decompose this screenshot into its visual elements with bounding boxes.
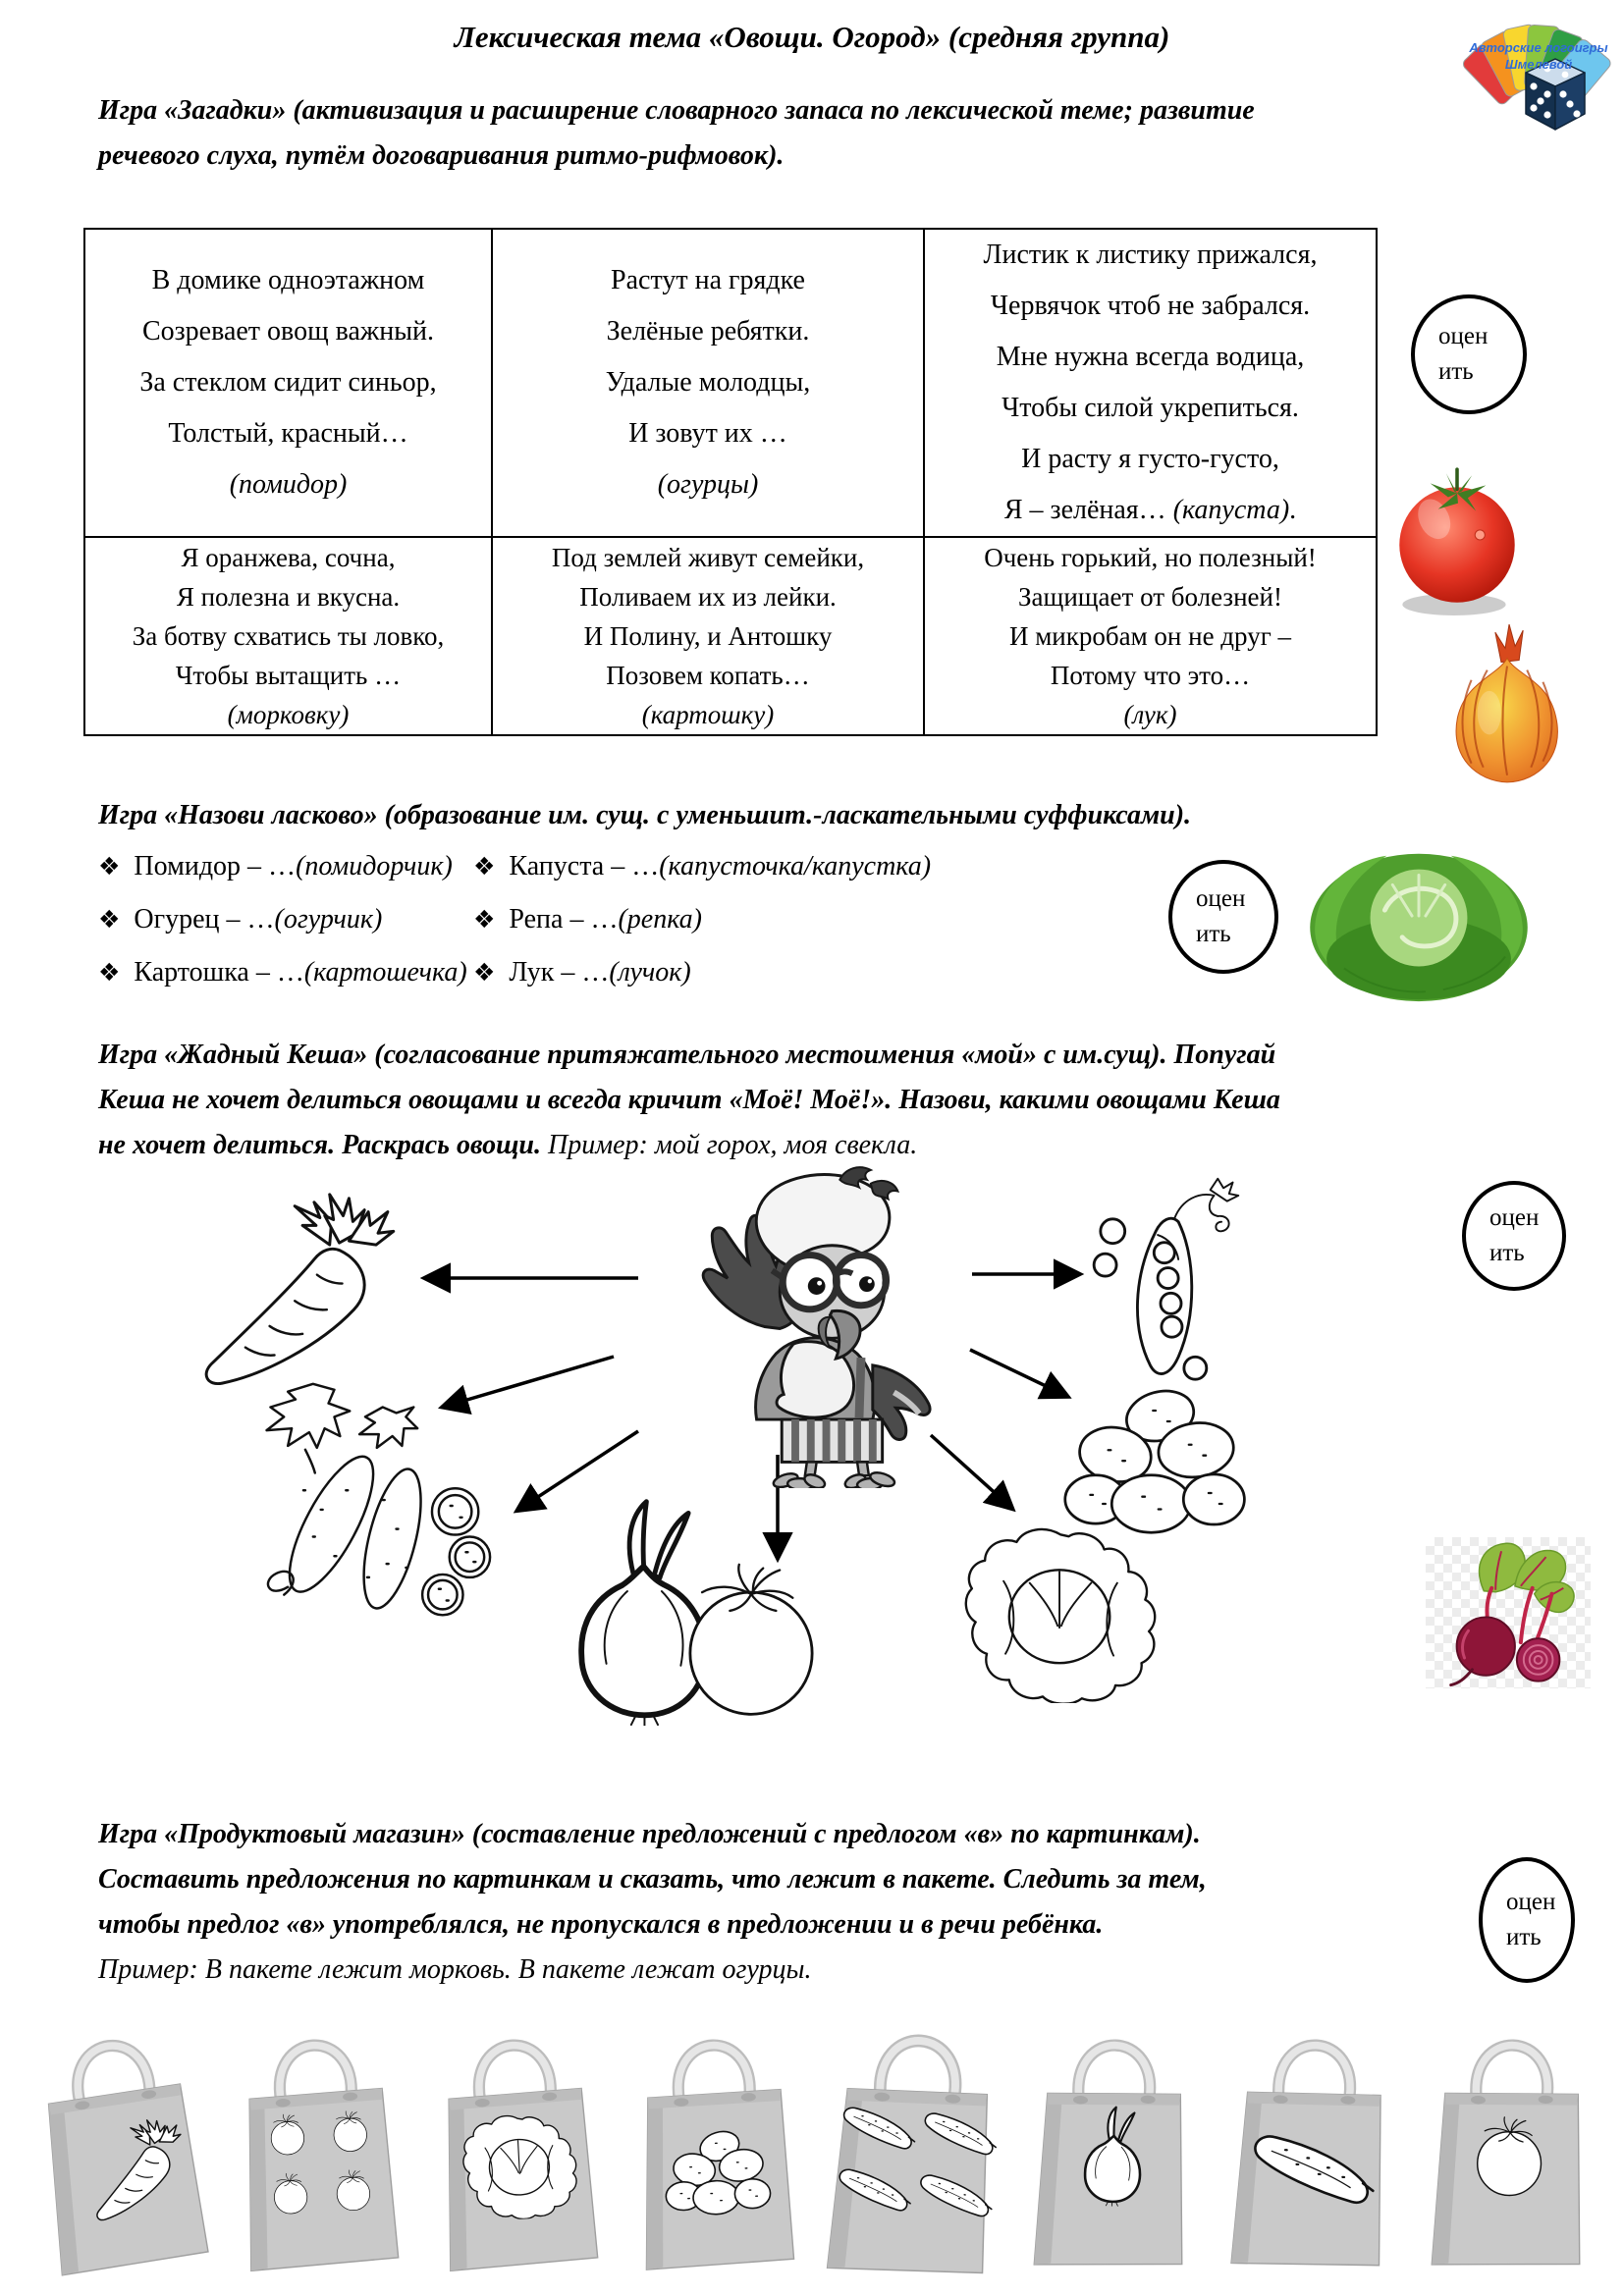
rate-text: оцен — [1196, 885, 1246, 912]
diamond-bullet-icon: ❖ — [98, 907, 121, 934]
bag-cucumber — [1212, 1986, 1411, 2289]
rate-badge-2 — [1168, 860, 1278, 974]
list-item: ❖ Репа – … (репка) — [473, 904, 702, 934]
riddle-answer: (лук) — [1123, 700, 1177, 729]
game4-line1: Игра «Продуктовый магазин» (составление предложений с предлогом «в» по картинкам). — [98, 1819, 1201, 1849]
cucumbers-lineart — [218, 1374, 513, 1635]
riddle-answer: Я – зелёная… (капуста). — [1003, 495, 1297, 525]
riddle-answer: (помидор) — [229, 469, 348, 500]
game3-line2: Кеша не хочет делиться овощами и всегда кричит «Моё! Моё!». Назови, какими овощами Кеша — [98, 1085, 1280, 1115]
rate-text: ить — [1196, 921, 1231, 947]
affectionate-list-col1 — [98, 840, 467, 999]
game1-line1: Игра «Загадки» (активизация и расширение словарного запаса по лексической теме; развитие — [98, 95, 1255, 126]
riddle-answer: (картошку) — [641, 700, 775, 729]
logo-line2: Шмелевой — [1504, 57, 1573, 72]
cabbage-lineart — [962, 1522, 1159, 1703]
rate-text: ить — [1489, 1240, 1525, 1266]
rate-text: оцен — [1506, 1889, 1556, 1915]
tomato-lineart — [628, 1563, 874, 1720]
game1-line2: речевого слуха, путём договаривания ритмо-рифмовок). — [98, 140, 785, 171]
riddle-carrot: Я оранжева, сочна, Я полезна и вкусна. За ботву схватись ты ловко, Чтобы вытащить … (морковку) — [84, 537, 492, 735]
bag-carrot — [10, 1981, 229, 2296]
diamond-bullet-icon: ❖ — [98, 960, 121, 987]
diamond-bullet-icon: ❖ — [473, 960, 496, 987]
game2-heading: Игра «Назови ласково» (образование им. сущ. с уменьшит.-ласкательными суффиксами). — [98, 800, 1192, 830]
parrot-kesha — [638, 1164, 952, 1488]
publisher-logo-icon — [1455, 4, 1612, 141]
game3-description — [98, 1033, 1551, 1168]
game4-line2: Составить предложения по картинкам и сказать, что лежит в пакете. Следить за тем, — [98, 1864, 1207, 1895]
riddle-answer: (огурцы) — [657, 469, 759, 500]
riddles-table — [83, 228, 1378, 736]
bag-tomato — [1413, 1988, 1607, 2288]
rate-text: оцен — [1438, 323, 1489, 349]
bag-onion — [1015, 1988, 1210, 2288]
game4-description — [98, 1812, 1473, 1993]
bag-cabbage — [417, 1986, 617, 2289]
list-item: ❖ Картошка – … (картошечка) — [98, 957, 467, 988]
onion-photo — [1432, 618, 1581, 789]
list-item: ❖ Лук – … (лучок) — [473, 957, 691, 988]
rate-text: ить — [1438, 358, 1474, 385]
riddle-onion: Очень горький, но полезный! Защищает от болезней! И микробам он не друг – Потому что это… (лук) — [924, 537, 1377, 735]
affectionate-list-col2 — [473, 840, 931, 999]
riddle-tomato: В домике одноэтажном Созревает овощ важный. За стеклом сидит синьор, Толстый, красный… (помидор) — [84, 229, 492, 537]
page-title: Лексическая тема «Овощи. Огород» (средняя группа) — [454, 20, 1170, 54]
rate-text: оцен — [1489, 1204, 1540, 1231]
game4-example: Пример: В пакете лежит морковь. В пакете лежат огурцы. — [98, 1954, 812, 1985]
game3-example: Пример: мой горох, моя свекла. — [548, 1130, 918, 1160]
game3-line3: не хочет делиться. Раскрась овощи. — [98, 1130, 548, 1160]
list-item: ❖ Капуста – … (капусточка/капустка) — [473, 851, 932, 881]
potatoes-lineart — [1053, 1357, 1259, 1548]
riddle-cabbage: Листик к листику прижался, Червячок чтоб не забрался. Мне нужна всегда водица, Чтобы силой укрепиться. И расту я густо-густо, Я – зелёная… (капуста). — [924, 229, 1377, 537]
game3-line1: Игра «Жадный Кеша» (согласование притяжательного местоимения «мой» с им.сущ). Попугай — [98, 1040, 1276, 1070]
riddle-answer: (морковку) — [227, 700, 350, 729]
rate-text: ить — [1506, 1924, 1542, 1950]
bag-tomatoes — [219, 1986, 418, 2289]
diamond-bullet-icon: ❖ — [473, 907, 496, 934]
tomato-photo — [1382, 457, 1532, 618]
logo-line1: Авторские логоигры — [1469, 40, 1608, 55]
riddle-potato: Под землей живут семейки, Поливаем их из лейки. И Полину, и Антошку Позовем копать… (картошку) — [492, 537, 924, 735]
shopping-bags-row — [27, 1991, 1602, 2290]
bag-potatoes — [619, 1988, 813, 2288]
carrot-lineart — [145, 1183, 406, 1391]
riddle-cucumbers: Растут на грядке Зелёные ребятки. Удалые молодцы, И зовут их … (огурцы) — [492, 229, 924, 537]
diamond-bullet-icon: ❖ — [473, 854, 496, 881]
peas-lineart — [1075, 1173, 1267, 1384]
game1-description — [98, 88, 1473, 179]
list-item: ❖ Помидор – … (помидорчик) — [98, 851, 453, 881]
list-item: ❖ Огурец – … (огурчик) — [98, 904, 383, 934]
cabbage-photo — [1296, 832, 1542, 1007]
rate-badge-4 — [1479, 1857, 1575, 1983]
game4-line3: чтобы предлог «в» употреблялся, не пропускался в предложении и в речи ребёнка. — [98, 1909, 1104, 1940]
publisher-logo-text — [1465, 39, 1612, 73]
bag-cucumbers — [807, 1977, 1022, 2296]
diamond-bullet-icon: ❖ — [98, 854, 121, 881]
rate-badge-1 — [1411, 294, 1527, 414]
